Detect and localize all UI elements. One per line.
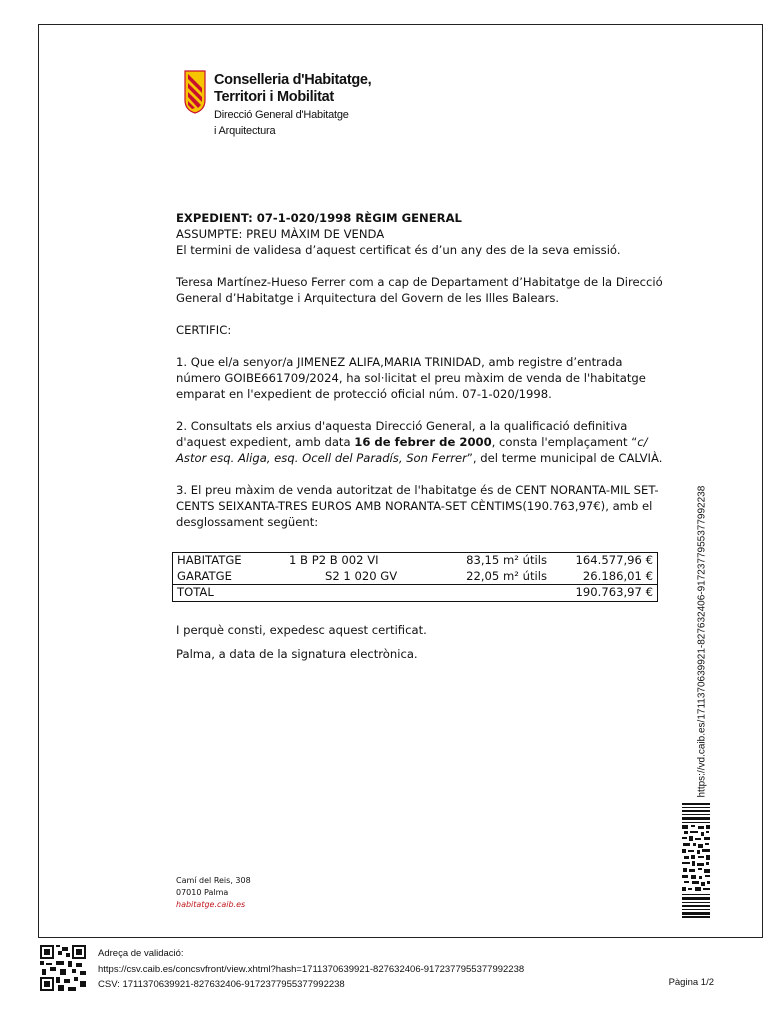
total-row: TOTAL 190.763,97 € <box>173 585 658 602</box>
office-address <box>176 875 251 911</box>
paragraph-3: 3. El preu màxim de venda autoritzat de l'habitatge és de CENT NORANTA-MIL SET-CENTS SEIXANTA-TRES EUROS AMB NORANTA-SET CÈNTIMS(190.763,97€), amb el desglossament següent: <box>176 483 659 529</box>
directorate-line1: Direcció General d'Habitatge <box>214 109 349 121</box>
certificate-body <box>176 210 666 530</box>
closing-line2: Palma, a data de la signatura electrònica. <box>176 647 418 661</box>
balearic-flag-icon <box>184 70 206 114</box>
csv-code: CSV: 1711370639921-827632406-9172377955377992238 <box>98 979 345 990</box>
ministry-name-line1: Conselleria d'Habitatge, <box>214 72 372 88</box>
paragraph-1: 1. Que el/a senyor/a JIMENEZ ALIFA,MARIA TRINIDAD, amb registre d’entrada número GOIBE661709/2024, ha sol·licitat el preu màxim de venda de l'habitatge emparat en l'expedient de protecció oficial núm. 07-1-020/1998. <box>176 355 646 401</box>
intro-paragraph: Teresa Martínez-Hueso Ferrer com a cap de Departament d’Habitatge de la Direcció General d’Habitatge i Arquitectura del Govern de les Illes Balears. <box>176 275 663 305</box>
table-row: GARATGE S2 1 020 GV 22,05 m² útils 26.186,01 € <box>177 568 653 583</box>
validation-label: Adreça de validació: <box>98 948 184 959</box>
validation-url[interactable]: https://csv.caib.es/concsvfront/view.xhtml?hash=1711370639921-827632406-9172377955377992238 <box>98 963 525 975</box>
price-breakdown-table <box>172 552 658 602</box>
certific-label: CERTIFIC: <box>176 323 232 337</box>
table-row: HABITATGE 1 B P2 B 002 VI 83,15 m² útils 164.577,96 € <box>177 553 653 567</box>
paragraph-2: 2. Consultats els arxius d'aquesta Direcció General, a la qualificació definitiva d'aquest expedient, amb data 16 de febrer de 2000, consta l'emplaçament “c/ Astor esq. Aliga, esq. Ocell del Paradís, Son Ferrer”, del terme municipal de CALVIÀ. <box>176 419 663 465</box>
property-address: c/ Astor esq. Aliga, esq. Ocell del Paradís, Son Ferrer <box>176 435 648 465</box>
address-street: Camí del Reis, 308 <box>176 876 251 885</box>
page-number: Pàgina 1/2 <box>668 977 714 988</box>
validity-note: El termini de validesa d’aquest certificat és d’un any des de la seva emissió. <box>176 243 621 257</box>
closing-line1: I perquè consti, expedesc aquest certificat. <box>176 623 427 637</box>
address-city: 07010 Palma <box>176 888 229 897</box>
ministry-name-line2: Territori i Mobilitat <box>214 89 334 105</box>
validation-url-vertical: https://vd.caib.es/1711370639921-827632406-9172377955377992238 <box>696 485 708 798</box>
website-link[interactable]: habitatge.caib.es <box>176 900 246 909</box>
closing <box>176 622 666 662</box>
expedient-heading: EXPEDIENT: 07-1-020/1998 RÈGIM GENERAL <box>176 211 462 225</box>
validation-footer <box>98 946 524 993</box>
qr-code-icon <box>40 945 86 991</box>
directorate-line2: i Arquitectura <box>214 125 276 137</box>
barcode-icon <box>682 803 710 918</box>
subject-line: ASSUMPTE: PREU MÀXIM DE VENDA <box>176 227 385 241</box>
qualification-date: 16 de febrer de 2000 <box>354 435 492 449</box>
